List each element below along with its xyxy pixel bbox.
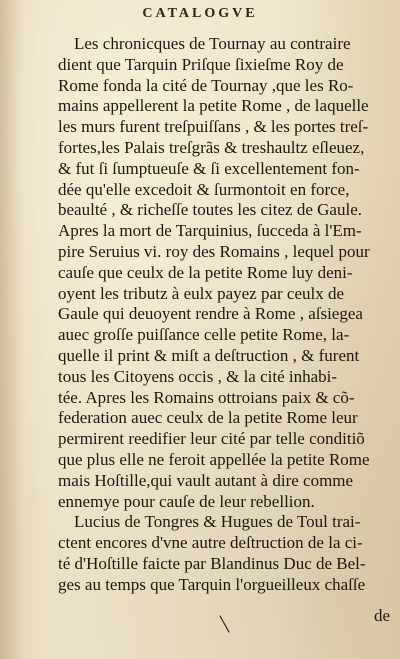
- text-line: & fut ſi ſumptueuſe & ſi excellentement fon-: [58, 158, 360, 178]
- text-line: mais Hoſtille,qui vault autant à dire comme: [58, 470, 354, 490]
- text-line: beaulté , & richeſſe toutes les citez de Gaule.: [58, 200, 362, 220]
- text-line: Gaule qui deuoyent rendre à Rome , aſsiegea: [58, 304, 363, 324]
- text-line: cauſe que ceulx de la petite Rome luy deni-: [58, 262, 353, 282]
- text-line: té d'Hoſtille faicte par Blandinus Duc de Bel-: [58, 553, 366, 573]
- body-text: [58, 34, 398, 596]
- text-line: oyent les tributz à eulx payez par ceulx de: [58, 283, 345, 303]
- text-line: tée. Apres les Romains ottroians paix & cõ-: [58, 387, 355, 407]
- text-line: Les chronicques de Tournay au contraire: [74, 34, 351, 53]
- text-line: pire Seruius vi. roy des Romains , lequel pour: [58, 241, 370, 261]
- text-line: mains appellerent la petite Rome , de laquelle: [58, 96, 369, 116]
- text-line: dée qu'elle excedoit & ſurmontoit en force,: [58, 179, 350, 199]
- text-line: que plus elle ne feroit appellée la petite Rome: [58, 449, 370, 469]
- text-line: fortes,les Palais treſgrãs & treshaultz eſleuez,: [58, 137, 365, 157]
- text-line: les murs furent treſpuiſſans , & les portes treſ-: [58, 117, 369, 137]
- text-line: Apres la mort de Tarquinius, ſucceda à l'Em-: [58, 221, 362, 241]
- text-line: quelle il print & miſt a deſtruction , & furent: [58, 345, 360, 365]
- text-line: auec groſſe puiſſance celle petite Rome, la-: [58, 325, 350, 345]
- text-line: federation auec ceulx de la petite Rome leur: [58, 408, 358, 428]
- text-line: ges au temps que Tarquin l'orgueilleux chaſſe: [58, 574, 366, 594]
- text-line: ctent encores d'vne autre deſtruction de la ci-: [58, 533, 363, 553]
- gutter-shadow: [0, 0, 22, 659]
- text-line: Lucius de Tongres & Hugues de Toul trai-: [74, 512, 361, 532]
- text-line: ennemye pour cauſe de leur rebellion.: [58, 491, 315, 511]
- running-header: CATALOGVE: [142, 6, 258, 21]
- text-line: permirent reedifier leur cité par telle conditiõ: [58, 429, 365, 449]
- catchword: de: [373, 606, 390, 625]
- text-line: tous les Citoyens occis , & la cité inhabi-: [58, 366, 338, 386]
- ink-mark-icon: [218, 614, 232, 636]
- text-line: dient que Tarquin Priſque ſixieſme Roy de: [58, 54, 344, 74]
- text-line: Rome fonda la cité de Tournay ,que les Ro-: [58, 75, 354, 95]
